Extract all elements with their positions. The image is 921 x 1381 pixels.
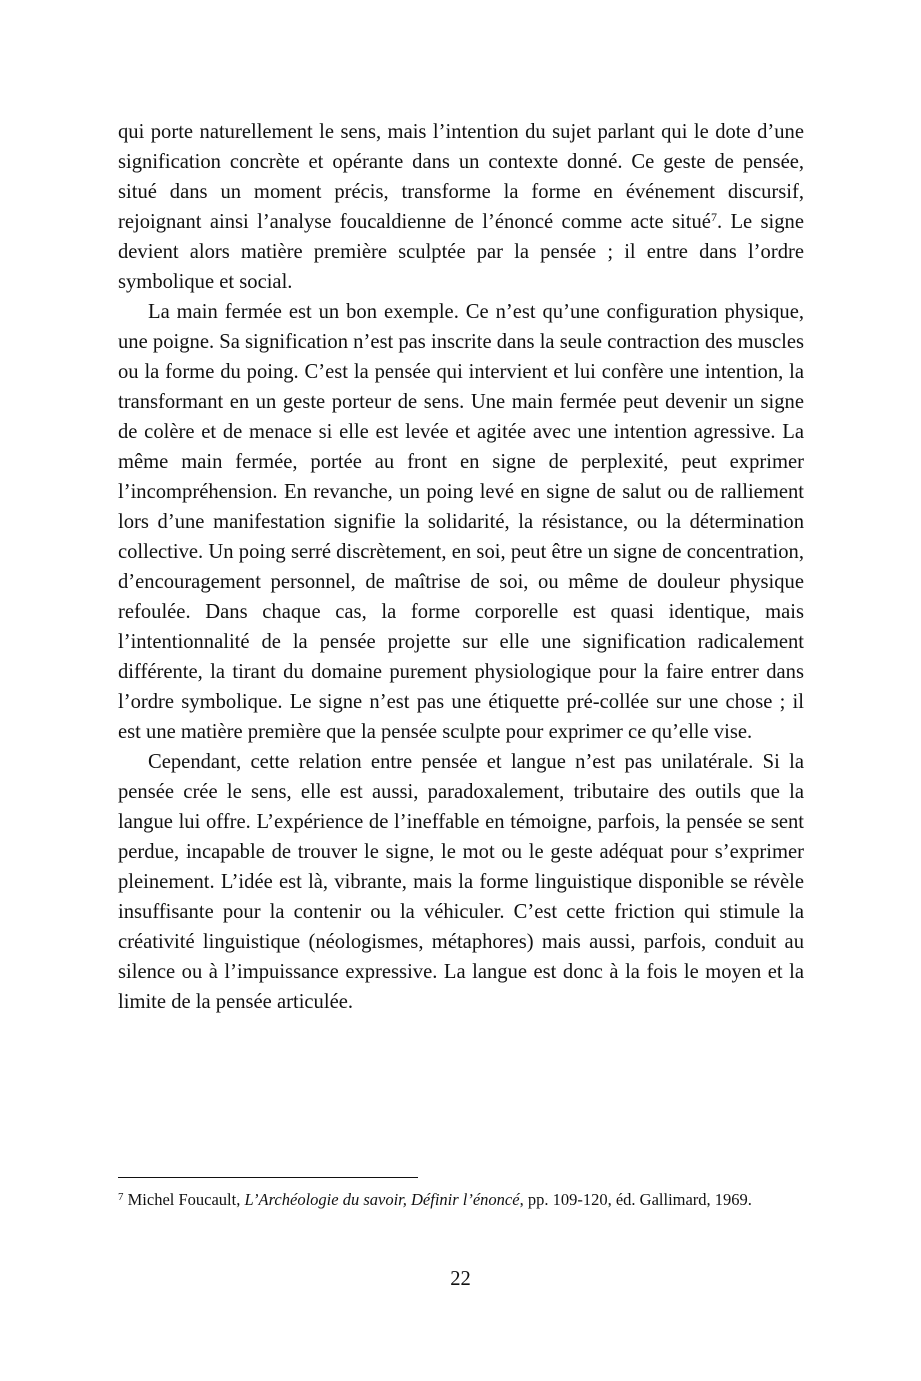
- footnote-details: , pp. 109-120, éd. Gallimard, 1969.: [519, 1190, 752, 1209]
- footnote-title: L’Archéologie du savoir, Définir l’énoncé: [244, 1190, 520, 1209]
- footnote-number: 7: [118, 1191, 124, 1203]
- paragraph-1: [118, 117, 804, 297]
- footnote-reference[interactable]: 7: [710, 210, 717, 224]
- paragraph-2: La main fermée est un bon exemple. Ce n’est qu’une configuration physique, une poigne. Sa signification n’est pas inscrite dans la seule contraction des muscles ou la forme du poing. C’est la pensée qui intervient et lui confère une intention, la transformant en un geste porteur de sens. Une main fermée peut devenir un signe de colère et de menace si elle est levée et agitée avec une intention agressive. La même main fermée, portée au front en signe de perplexité, peut exprimer l’incompréhension. En revanche, un poing levé en signe de salut ou de ralliement lors d’une manifestation signifie la solidarité, la résistance, ou la détermination collective. Un poing serré discrètement, en soi, peut être un signe de concentration, d’encouragement personnel, de maîtrise de soi, ou même de douleur physique refoulée. Dans chaque cas, la forme corporelle est quasi identique, mais l’intentionnalité de la pensée projette sur elle une signification radicalement différente, la tirant du domaine purement physiologique pour la faire entrer dans l’ordre symbolique. Le signe n’est pas une étiquette pré-collée sur une chose ; il est une matière première que la pensée sculpte pour exprimer ce qu’elle vise.: [118, 301, 804, 743]
- footnote-author: Michel Foucault,: [127, 1190, 245, 1209]
- footnote-separator: [118, 1177, 418, 1178]
- page-number: 22: [450, 1268, 471, 1290]
- paragraph-1-text: qui porte naturellement le sens, mais l’intention du sujet parlant qui le dote d’une signification concrète et opérante dans un contexte donné. Ce geste de pensée, situé dans un moment précis, transforme la forme en événement discursif, rejoignant ainsi l’analyse foucaldienne de l’énoncé comme acte situé: [118, 121, 804, 233]
- footnote: [118, 1188, 804, 1211]
- paragraph-1-text-end: . Le signe devient alors matière première sculptée par la pensée ; il entre dans l’ordre symbolique et social.: [118, 211, 804, 293]
- body-text: [118, 117, 804, 1017]
- paragraph-3: Cependant, cette relation entre pensée et langue n’est pas unilatérale. Si la pensée crée le sens, elle est aussi, paradoxalement, tributaire des outils que la langue lui offre. L’expérience de l’ineffable en témoigne, parfois, la pensée se sent perdue, incapable de trouver le signe, le mot ou le geste adéquat pour s’exprimer pleinement. L’idée est là, vibrante, mais la forme linguistique disponible se révèle insuffisante pour la contenir ou la véhiculer. C’est cette friction qui stimule la créativité linguistique (néologismes, métaphores) mais aussi, parfois, conduit au silence ou à l’impuissance expressive. La langue est donc à la fois le moyen et la limite de la pensée articulée.: [118, 751, 804, 1013]
